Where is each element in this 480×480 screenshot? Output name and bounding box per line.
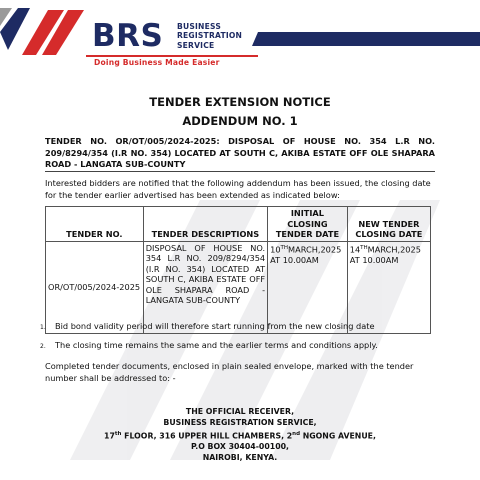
brand-tagline: Doing Business Made Easier [94, 58, 220, 67]
header-descriptions: TENDER DESCRIPTIONS [143, 207, 267, 242]
intro-paragraph: Interested bidders are notified that the following addendum has been issued, the closing date for the tender earlier advertised has been extended as indicated below: [45, 178, 431, 200]
brand-name: BRS [92, 18, 164, 54]
cell-tender-no: OR/OT/005/2024-2025 [46, 241, 144, 333]
notes-list [40, 321, 450, 358]
cell-description: DISPOSAL OF HOUSE NO. 354 L.R NO. 209/8294/354 (I.R NO. 354) LOCATED AT SOUTH C, AKIBA ESTATE OFF OLE SHAPARA ROAD - LANGATA SUB-COUNTY [143, 241, 267, 333]
brs-logo-icon [0, 0, 95, 80]
list-item: 1. Bid bond validity period will therefore start running from the new closing date [40, 321, 375, 331]
tender-heading: TENDER NO. OR/OT/005/2024-2025: DISPOSAL OF HOUSE NO. 354 L.R NO. 209/8294/354 (I.R NO. 354) LOCATED AT SOUTH C, AKIBA ESTATE OFF OLE SHAPARA ROAD - LANGATA SUB-COUNTY [45, 136, 435, 169]
cell-new-date: 14THMARCH,2025 AT 10.00AM [347, 241, 430, 333]
addendum-number: ADDENDUM NO. 1 [182, 114, 298, 128]
closing-paragraph: Completed tender documents, enclosed in plain sealed envelope, marked with the tender number shall be addressed to: - [45, 361, 414, 383]
divider [45, 171, 435, 172]
tender-table [45, 206, 431, 334]
postal-address: THE OFFICIAL RECEIVER, BUSINESS REGISTRATION SERVICE, 17th FLOOR, 316 UPPER HILL CHAMBERS, 2nd NGONG AVENUE, P.O BOX 30404-00100, NAIROBI, KENYA. [104, 407, 376, 462]
header-underline [86, 55, 258, 57]
brand-subtitle: BUSINESS REGISTRATION SERVICE [177, 22, 243, 50]
header-initial-closing: INITIAL CLOSING TENDER DATE [268, 207, 348, 242]
header-new-closing: NEW TENDER CLOSING DATE [347, 207, 430, 242]
table-header-row [46, 207, 431, 242]
header-bar [252, 32, 480, 46]
notice-title: TENDER EXTENSION NOTICE [149, 95, 331, 109]
list-item: 2. The closing time remains the same and the earlier terms and conditions apply. [40, 339, 378, 350]
header-tender-no: TENDER NO. [46, 207, 144, 242]
table-row [46, 241, 431, 333]
letterhead [0, 0, 480, 80]
cell-initial-date: 10THMARCH,2025 AT 10.00AM [268, 241, 348, 333]
